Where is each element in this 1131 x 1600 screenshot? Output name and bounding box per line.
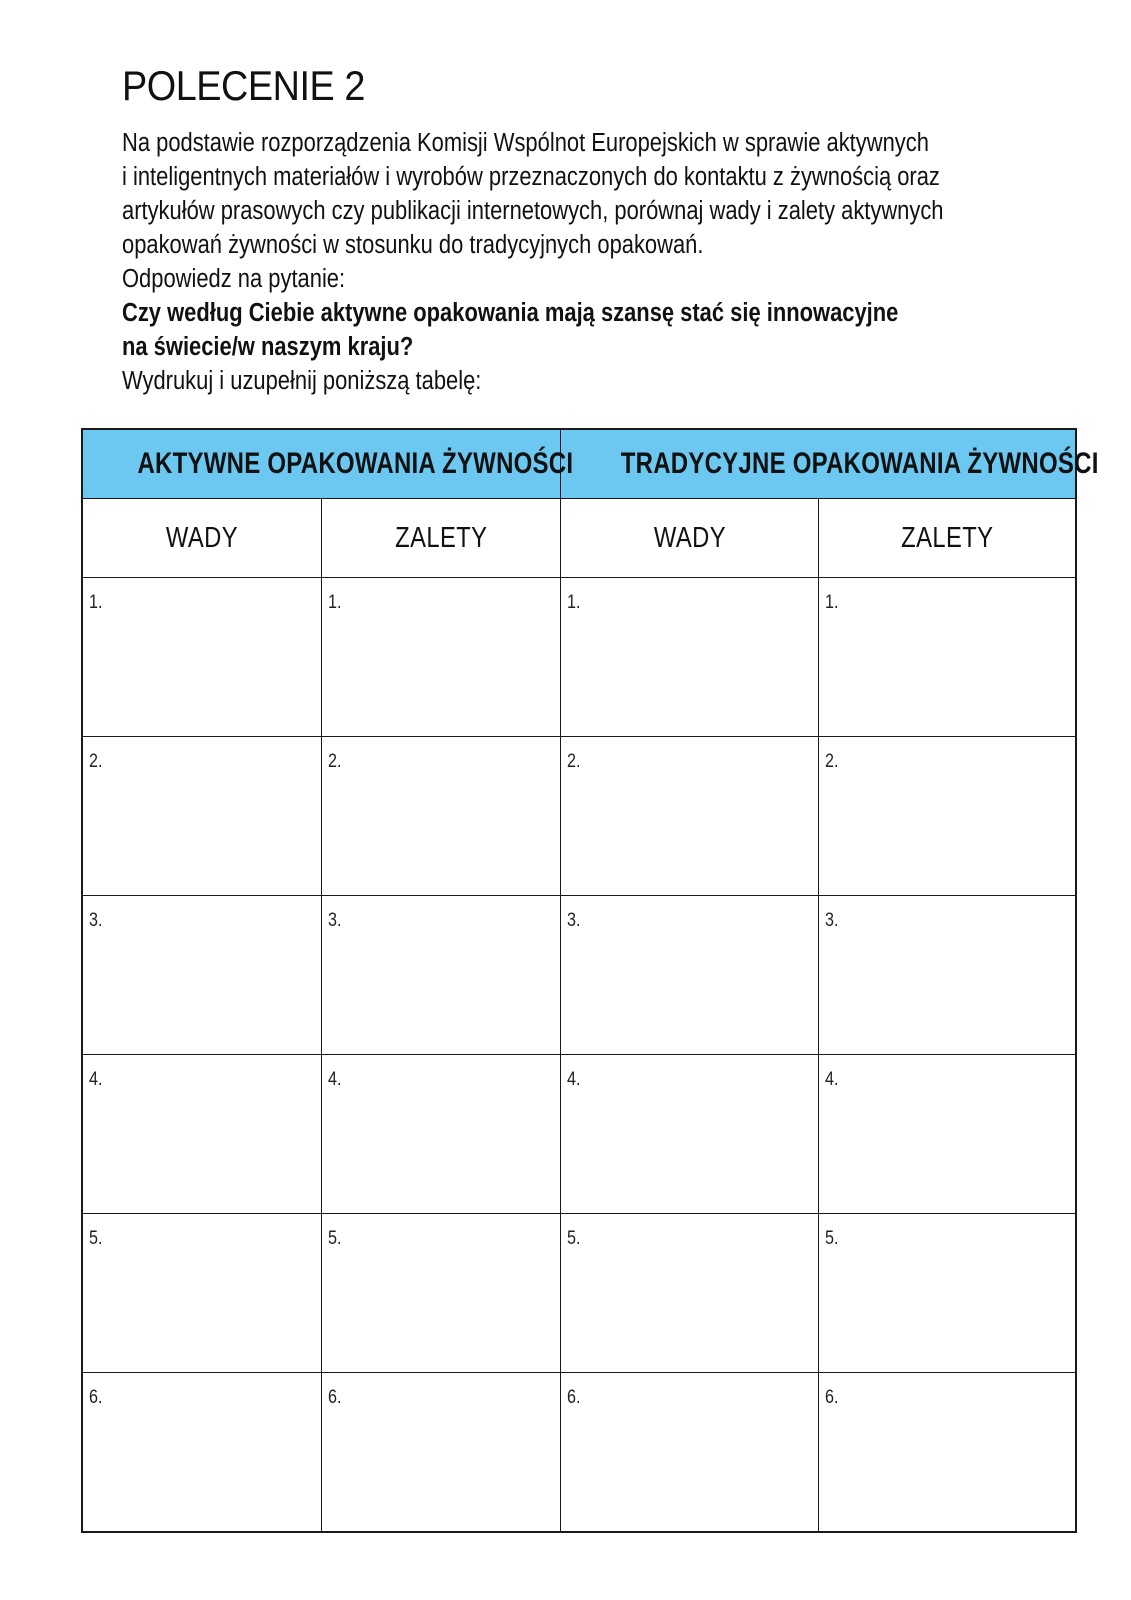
answer-cell[interactable] <box>561 896 819 1055</box>
item-number: 6. <box>89 1387 103 1408</box>
item-number: 5. <box>327 1228 342 1249</box>
item-number: 3. <box>824 910 839 931</box>
answer-cell[interactable] <box>818 1373 1076 1533</box>
item-number: 6. <box>567 1387 581 1408</box>
instructions <box>122 126 1016 398</box>
item-number: 6. <box>824 1387 839 1408</box>
item-number: 3. <box>567 910 581 931</box>
answer-cell[interactable] <box>82 1373 321 1533</box>
item-number: 4. <box>567 1069 581 1090</box>
group-header-row <box>82 429 1076 499</box>
group-header-traditional <box>561 429 1099 499</box>
answer-cell[interactable] <box>818 737 1076 896</box>
answer-cell[interactable] <box>321 737 560 896</box>
item-number: 3. <box>327 910 342 931</box>
item-number: 4. <box>327 1069 342 1090</box>
item-number: 1. <box>824 592 839 613</box>
column-header <box>321 499 560 578</box>
item-number: 5. <box>567 1228 581 1249</box>
instruction-line: i inteligentnych materiałów i wyrobów przeznaczonych do kontaktu z żywnością oraz <box>122 163 940 191</box>
answer-cell[interactable] <box>321 578 560 737</box>
instruction-line: Na podstawie rozporządzenia Komisji Wspólnot Europejskich w sprawie aktywnych <box>122 129 929 157</box>
item-number: 2. <box>327 751 342 772</box>
answer-cell[interactable] <box>818 1055 1076 1214</box>
column-header-label: WADY <box>653 521 726 554</box>
answer-cell[interactable] <box>82 1214 321 1373</box>
instruction-final-line: Wydrukuj i uzupełnij poniższą tabelę: <box>122 367 482 395</box>
table-row <box>82 578 1076 737</box>
column-header-label: WADY <box>165 521 238 554</box>
item-number: 3. <box>89 910 103 931</box>
answer-cell[interactable] <box>561 737 819 896</box>
table-row <box>82 737 1076 896</box>
answer-cell[interactable] <box>321 1373 560 1533</box>
item-number: 1. <box>327 592 342 613</box>
answer-cell[interactable] <box>561 1214 819 1373</box>
question-line: na świecie/w naszym kraju? <box>122 333 414 361</box>
instruction-line: Odpowiedz na pytanie: <box>122 265 346 293</box>
group-header-active <box>82 429 574 499</box>
item-number: 1. <box>89 592 103 613</box>
answer-cell[interactable] <box>321 1055 560 1214</box>
answer-cell[interactable] <box>321 1214 560 1373</box>
answer-cell[interactable] <box>818 578 1076 737</box>
question-line: Czy według Ciebie aktywne opakowania mają szansę stać się innowacyjne <box>122 299 899 327</box>
column-header-label: ZALETY <box>900 521 994 554</box>
instruction-line: opakowań żywności w stosunku do tradycyjnych opakowań. <box>122 231 704 259</box>
answer-cell[interactable] <box>818 1214 1076 1373</box>
table-body <box>82 429 1099 1532</box>
item-number: 2. <box>824 751 839 772</box>
column-header <box>82 499 321 578</box>
table-row <box>82 1214 1076 1373</box>
table-row <box>82 896 1076 1055</box>
instruction-line: artykułów prasowych czy publikacji internetowych, porównaj wady i zalety aktywnych <box>122 197 944 225</box>
answer-cell[interactable] <box>82 578 321 737</box>
item-number: 2. <box>567 751 581 772</box>
column-header <box>818 499 1076 578</box>
item-number: 4. <box>824 1069 839 1090</box>
answer-cell[interactable] <box>82 1055 321 1214</box>
item-number: 1. <box>567 592 581 613</box>
answer-cell[interactable] <box>321 896 560 1055</box>
table-row <box>82 1055 1076 1214</box>
answer-cell[interactable] <box>82 896 321 1055</box>
column-header <box>561 499 819 578</box>
answer-cell[interactable] <box>561 1373 819 1533</box>
group-header-label: AKTYWNE OPAKOWANIA ŻYWNOŚCI <box>137 447 574 480</box>
answer-cell[interactable] <box>561 1055 819 1214</box>
answer-cell[interactable] <box>561 578 819 737</box>
item-number: 2. <box>89 751 103 772</box>
table-row <box>82 1373 1076 1533</box>
answer-cell[interactable] <box>818 896 1076 1055</box>
group-header-label: TRADYCYJNE OPAKOWANIA ŻYWNOŚCI <box>620 447 1099 480</box>
column-header-row <box>82 499 1076 578</box>
item-number: 5. <box>89 1228 103 1249</box>
answer-cell[interactable] <box>82 737 321 896</box>
comparison-table <box>81 428 1099 1533</box>
item-number: 6. <box>327 1387 342 1408</box>
item-number: 4. <box>89 1069 103 1090</box>
page-title: POLECENIE 2 <box>122 62 365 109</box>
item-number: 5. <box>824 1228 839 1249</box>
column-header-label: ZALETY <box>394 521 488 554</box>
